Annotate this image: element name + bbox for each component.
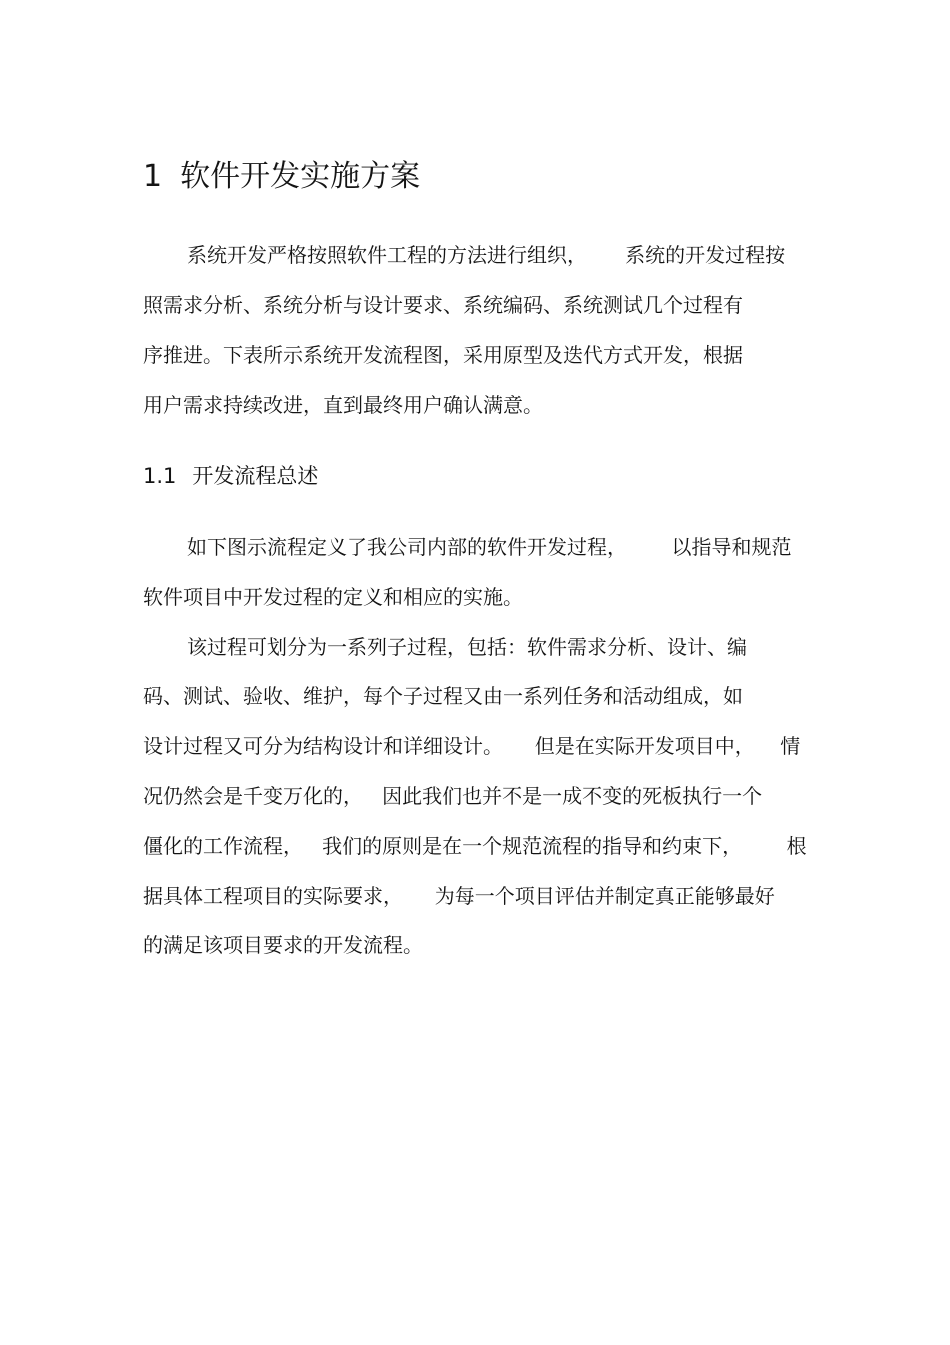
paragraph-line: 软件项目中开发过程的定义和相应的实施。 — [143, 585, 523, 609]
paragraph-line: 用户需求持续改进，直到最终用户确认满意。 — [143, 393, 543, 417]
paragraph-line: 该过程可划分为一系列子过程，包括：软件需求分析、设计、编 — [187, 635, 747, 659]
subsection-number: 1.1 — [143, 464, 177, 488]
paragraph-line: 况仍然会是千变万化的， 因此我们也并不是一成不变的死板执行一个 — [143, 784, 763, 808]
section-number: 1 — [143, 159, 163, 194]
paragraph-line: 设计过程又可分为结构设计和详细设计。 但是在实际开发项目中， 情 — [143, 734, 801, 758]
section-heading-1 — [143, 155, 420, 199]
paragraph-line: 码、测试、验收、维护，每个子过程又由一系列任务和活动组成，如 — [143, 684, 743, 708]
section-title: 软件开发实施方案 — [180, 159, 421, 194]
paragraph-line: 僵化的工作流程， 我们的原则是在一个规范流程的指导和约束下， 根 — [143, 834, 807, 858]
subsection-heading — [143, 460, 318, 492]
paragraph-line: 系统开发严格按照软件工程的方法进行组织， 系统的开发过程按 — [187, 243, 786, 267]
paragraph-line: 照需求分析、系统分析与设计要求、系统编码、系统测试几个过程有 — [143, 293, 743, 317]
paragraph-line: 序推进。下表所示系统开发流程图，采用原型及迭代方式开发，根据 — [143, 343, 743, 367]
paragraph-line: 据具体工程项目的实际要求， 为每一个项目评估并制定真正能够最好 — [143, 884, 775, 908]
paragraph-line: 如下图示流程定义了我公司内部的软件开发过程， 以指导和规范 — [187, 535, 792, 559]
paragraph-line: 的满足该项目要求的开发流程。 — [143, 933, 423, 957]
subsection-title: 开发流程总述 — [192, 464, 319, 488]
